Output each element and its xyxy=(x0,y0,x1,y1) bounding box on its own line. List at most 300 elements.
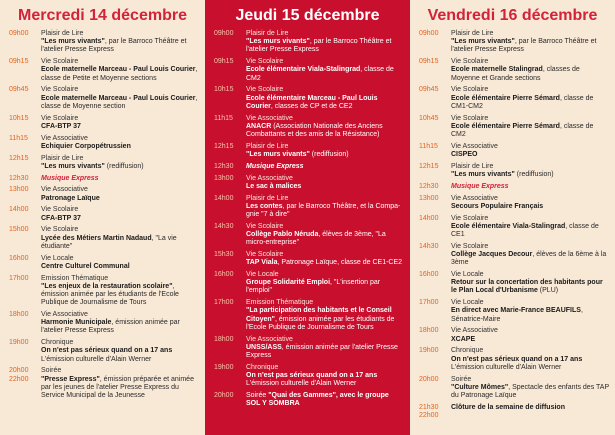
entry-detail: , par le Barroco Théâtre, et la Compa-gnie "7 à dire" xyxy=(246,202,401,219)
entry-description xyxy=(451,123,609,139)
day-column-friday xyxy=(410,0,615,435)
entry-description xyxy=(41,319,199,335)
entry-description xyxy=(246,231,404,247)
schedule-entry xyxy=(419,327,609,343)
entry-category: Vie Scolaire xyxy=(451,58,489,66)
entry-description xyxy=(451,384,609,400)
schedule-entry xyxy=(9,155,199,171)
entry-title: "Les murs vivants" xyxy=(41,38,105,46)
entry-time: 19h00 xyxy=(419,347,439,355)
entry-description xyxy=(246,279,404,295)
entry-description xyxy=(246,123,404,139)
entry-category: Vie Associative xyxy=(451,194,498,202)
entry-title: Clôture de la semaine de diffusion xyxy=(451,403,565,411)
entry-time: 12h30 xyxy=(214,162,234,170)
entry-body xyxy=(41,311,199,336)
schedule-entry xyxy=(214,271,404,296)
entry-description xyxy=(41,376,199,401)
entry-category: Vie Scolaire xyxy=(41,206,79,214)
entry-body xyxy=(246,223,404,248)
entry-title: TAP Viala xyxy=(246,259,278,267)
entry-time: 18h00 xyxy=(419,327,439,335)
entry-time: 09h00 xyxy=(419,30,439,37)
entry-body xyxy=(451,327,609,343)
entry-detail: , par le Barroco Théâtre et l'atelier Presse Express xyxy=(41,38,187,54)
entry-title: Ecole maternelle Marceau - Paul Louis Courier xyxy=(41,66,196,74)
entry-time: 13h00 xyxy=(9,186,29,194)
schedule-entry xyxy=(419,183,609,191)
entry-body xyxy=(451,86,609,111)
entry-description xyxy=(246,372,404,388)
entry-time: 09h45 xyxy=(419,86,439,94)
schedule-entry xyxy=(214,163,404,171)
entry-body xyxy=(451,195,609,211)
schedule-entry xyxy=(9,255,199,271)
entry-body xyxy=(451,347,609,372)
day-title: Jeudi 15 décembre xyxy=(235,7,380,24)
entry-title: "Les murs vivants" xyxy=(451,171,515,179)
schedule-entry xyxy=(214,251,404,267)
entry-category: Musique Express xyxy=(41,174,99,182)
entry-category: Vie Associative xyxy=(41,186,88,194)
entry-detail: (Association Nationale des Anciens Combattants et des amis de la Résistance) xyxy=(246,122,383,139)
entry-category: Vie Associative xyxy=(246,335,293,343)
entry-detail: , émission animée par l'atelier Presse Express xyxy=(41,319,180,335)
entry-description xyxy=(451,171,609,179)
schedule-entry xyxy=(419,143,609,159)
entry-time: 11h15 xyxy=(214,114,233,122)
entry-time: 12h15 xyxy=(9,154,29,162)
entry-title: "Les murs vivants" xyxy=(246,151,310,159)
entry-category: Vie Scolaire xyxy=(451,242,489,250)
entry-detail: , Patronage Laïque, classe de CE1-CE2 xyxy=(277,259,403,267)
entry-category: Soirée xyxy=(41,367,62,375)
entry-time: 19h00 xyxy=(9,339,29,347)
entry-title: Ecole élémentaire Pierre Sémard xyxy=(451,94,560,102)
entry-description xyxy=(246,307,404,332)
schedule-entry xyxy=(214,143,404,159)
entry-title: "Les murs vivants" xyxy=(41,162,105,170)
entry-detail: , élèves de 3ème, "La micro-entreprise" xyxy=(246,231,386,247)
entry-category: Plaisir de Lire xyxy=(246,30,289,37)
entry-time: 20h00 xyxy=(214,392,234,400)
entry-title: Collège Jacques Decour xyxy=(451,251,533,259)
schedule-entry xyxy=(9,186,199,202)
schedule-entry xyxy=(9,30,199,55)
entry-body xyxy=(451,58,609,83)
schedule-entry xyxy=(214,115,404,140)
entry-category: Vie Associative xyxy=(41,134,88,142)
entry-time: 14h30 xyxy=(214,222,234,230)
entry-time: 12h30 xyxy=(419,182,439,190)
entry-detail: , "L'insertion par l'emploi" xyxy=(246,279,381,295)
entry-time: 21h30 22h00 xyxy=(419,403,439,420)
entry-time: 18h00 xyxy=(9,311,29,319)
entry-time: 15h30 xyxy=(214,251,234,259)
schedule-entry xyxy=(9,175,199,183)
entry-body xyxy=(246,271,404,296)
entry-body xyxy=(451,30,609,55)
entry-description xyxy=(246,344,404,360)
entry-time: 11h15 xyxy=(9,134,28,142)
entry-time: 14h00 xyxy=(419,214,439,222)
entry-category: Chronique xyxy=(451,347,484,355)
entry-title: On n'est pas sérieux quand on a 17 ans xyxy=(246,372,378,380)
schedule-entry xyxy=(419,347,609,372)
entry-body xyxy=(246,30,404,55)
entry-time: 17h00 xyxy=(214,299,234,307)
entry-description xyxy=(41,123,199,131)
entry-description xyxy=(41,195,199,203)
entry-title: On n'est pas sérieux quand on a 17 ans xyxy=(41,347,173,355)
entry-body xyxy=(246,195,404,220)
entry-body xyxy=(246,299,404,332)
schedule-entry xyxy=(9,226,199,251)
entry-title: CISPEO xyxy=(451,151,478,159)
entry-title: CFA-BTP 37 xyxy=(41,214,81,222)
entry-detail: , émission préparée et animée par les jeunes de l'atelier Presse Express du Service Municipal de la Jeunesse xyxy=(41,375,194,400)
entry-category: Vie Associative xyxy=(246,114,293,122)
entry-detail: , émission animée par l'atelier Presse Express xyxy=(246,343,398,360)
entry-title: XCAPE xyxy=(451,335,476,343)
entry-description xyxy=(451,356,609,372)
entry-detail: , émission animée par les étudiants de l'Ecole Publique de Journalisme de Tours xyxy=(246,315,395,331)
schedule-entry xyxy=(419,86,609,111)
schedule-entry xyxy=(419,163,609,179)
entry-title: "Les murs vivants" xyxy=(246,38,310,46)
entry-body xyxy=(41,155,199,171)
entry-body xyxy=(451,404,609,420)
entry-time: 20h00 xyxy=(419,375,439,383)
entry-time: 11h15 xyxy=(419,142,438,150)
entry-time: 14h00 xyxy=(214,194,234,202)
schedule-entry xyxy=(214,299,404,332)
day-title: Vendredi 16 décembre xyxy=(427,7,598,24)
entry-time: 12h15 xyxy=(419,162,439,170)
entry-description xyxy=(41,66,199,82)
entry-category: Plaisir de Lire xyxy=(246,142,289,150)
entry-title: Ecole maternelle Marceau - Paul Louis Courier xyxy=(41,94,196,102)
schedule-entry xyxy=(214,392,404,408)
entry-body xyxy=(451,143,609,159)
entry-category: Vie Scolaire xyxy=(246,58,284,66)
entry-category: Soirée xyxy=(451,375,472,383)
entry-body xyxy=(41,206,199,222)
entry-time: 12h30 xyxy=(9,174,29,182)
schedule-list xyxy=(410,30,615,420)
schedule-entry xyxy=(419,271,609,296)
entry-category: Vie Locale xyxy=(451,299,484,307)
entry-title: Les contes xyxy=(246,202,283,210)
entry-description xyxy=(246,38,404,54)
entry-body xyxy=(451,183,609,191)
entry-time: 09h00 xyxy=(214,30,234,37)
entry-time: 12h15 xyxy=(214,142,234,150)
entry-category: Vie Scolaire xyxy=(451,214,489,222)
entry-detail: , émission animée par les étudiants de l'Ecole Publique de Journalisme de Tours xyxy=(41,282,179,307)
entry-detail: (rediffusion) xyxy=(514,171,554,179)
entry-title: "Culture Mômes" xyxy=(451,383,509,391)
entry-detail: , classe de CM2 xyxy=(246,66,394,82)
entry-body xyxy=(246,115,404,140)
entry-time: 14h00 xyxy=(9,206,29,214)
entry-detail: , par le Barroco Théâtre et l'atelier Presse Express xyxy=(246,38,392,54)
schedule-entry xyxy=(9,367,199,400)
entry-detail: , élèves de la 6ème à la 3ème xyxy=(451,251,607,267)
schedule-entry xyxy=(9,206,199,222)
entry-detail: , classe de CM1-CM2 xyxy=(451,94,594,110)
entry-body xyxy=(246,175,404,191)
entry-title: Collège Pablo Néruda xyxy=(246,231,319,239)
entry-category: Vie Scolaire xyxy=(246,222,284,230)
schedule-entry xyxy=(9,339,199,364)
entry-time: 13h00 xyxy=(214,174,234,182)
entry-title: Ecole élémentaire Marceau - Paul Louis Courier xyxy=(246,94,378,110)
entry-detail: , classe de Petite et Moyenne sections xyxy=(41,66,198,82)
entry-title: UNSS/ASS xyxy=(246,343,282,351)
entry-body xyxy=(41,186,199,202)
entry-category: Vie Scolaire xyxy=(246,251,284,259)
entry-category: Vie Scolaire xyxy=(246,86,284,94)
entry-time: 09h15 xyxy=(9,58,29,66)
entry-time: 17h00 xyxy=(419,299,439,307)
entry-description xyxy=(41,215,199,223)
schedule-entry xyxy=(214,223,404,248)
entry-description xyxy=(246,392,404,408)
entry-body xyxy=(41,255,199,271)
entry-time: 19h00 xyxy=(214,363,234,371)
entry-description xyxy=(41,38,199,54)
entry-time: 09h00 xyxy=(9,30,29,37)
entry-body xyxy=(41,175,199,183)
entry-description xyxy=(451,307,609,323)
entry-time: 17h00 xyxy=(9,274,29,282)
schedule-entry xyxy=(214,175,404,191)
entry-category: Vie Locale xyxy=(451,271,484,279)
entry-category: Plaisir de Lire xyxy=(246,194,289,202)
entry-description xyxy=(246,66,404,82)
entry-description xyxy=(41,347,199,363)
entry-category: Plaisir de Lire xyxy=(451,30,494,37)
schedule-entry xyxy=(419,243,609,268)
schedule-entry xyxy=(419,376,609,401)
entry-description xyxy=(246,259,404,267)
schedule-entry xyxy=(419,404,609,420)
entry-body xyxy=(451,376,609,401)
entry-body xyxy=(41,367,199,400)
entry-category: Musique Express xyxy=(246,162,304,170)
entry-category: Plaisir de Lire xyxy=(41,154,84,162)
entry-body xyxy=(41,58,199,83)
entry-description xyxy=(451,251,609,267)
entry-body xyxy=(246,58,404,83)
schedule-entry xyxy=(419,30,609,55)
schedule-entry xyxy=(214,86,404,111)
entry-description xyxy=(451,223,609,239)
entry-description xyxy=(451,66,609,82)
schedule-entry xyxy=(214,364,404,389)
entry-category-inline: Soirée xyxy=(246,392,269,400)
schedule-entry xyxy=(9,115,199,131)
entry-title: Harmonie Municipale xyxy=(41,319,112,327)
entry-title: "Presse Express" xyxy=(41,375,100,383)
schedule-entry xyxy=(9,86,199,111)
entry-description xyxy=(451,151,609,159)
entry-detail: , "La vie étudiante" xyxy=(41,234,177,250)
entry-category: Vie Locale xyxy=(41,254,74,262)
entry-body xyxy=(451,115,609,140)
entry-description xyxy=(246,151,404,159)
entry-body xyxy=(41,226,199,251)
entry-category: Vie Scolaire xyxy=(41,58,79,66)
entry-category: Vie Locale xyxy=(246,271,279,279)
schedule-list xyxy=(0,30,205,400)
schedule-entry xyxy=(9,311,199,336)
entry-time: 20h00 22h00 xyxy=(9,367,29,383)
entry-description xyxy=(41,95,199,111)
entry-time: 13h00 xyxy=(419,194,439,202)
entry-title: "La participation des habitants et le Conseil Citoyen" xyxy=(246,307,392,323)
entry-time: 10h45 xyxy=(419,114,439,122)
entry-category: Vie Scolaire xyxy=(41,86,79,94)
entry-title: Echiquier Corpopétrussien xyxy=(41,142,131,150)
entry-detail: , classes de Moyenne et Grande sections xyxy=(451,66,580,82)
entry-description xyxy=(451,279,609,295)
entry-category: Plaisir de Lire xyxy=(451,162,494,170)
schedule-entry xyxy=(214,336,404,361)
entry-title: Ecole maternelle Stalingrad xyxy=(451,66,543,74)
schedule-entry xyxy=(214,58,404,83)
day-column-thursday xyxy=(205,0,410,435)
entry-category: Chronique xyxy=(246,363,279,371)
entry-detail: , classe de CE1 xyxy=(451,222,599,239)
entry-category: Vie Scolaire xyxy=(451,86,489,94)
entry-title: Ecole élémentaire Pierre Sémard xyxy=(451,122,560,130)
entry-body xyxy=(451,215,609,240)
day-column-wednesday xyxy=(0,0,205,435)
entry-time: 18h00 xyxy=(214,335,234,343)
entry-time: 09h15 xyxy=(419,58,439,66)
entry-body xyxy=(451,163,609,179)
entry-title: "Les enjeux de la restauration scolaire" xyxy=(41,282,173,290)
entry-title: Le sac à malices xyxy=(246,182,302,190)
entry-description xyxy=(451,404,609,412)
entry-description xyxy=(451,336,609,344)
entry-body xyxy=(41,275,199,308)
entry-description xyxy=(41,235,199,251)
entry-body xyxy=(246,364,404,389)
entry-body xyxy=(451,271,609,296)
entry-detail: , Spectacle des enfants des TAP du Patronage Laïque xyxy=(451,383,609,400)
entry-category: Vie Associative xyxy=(246,174,293,182)
entry-time: 14h30 xyxy=(419,242,439,250)
schedule-entry xyxy=(9,135,199,151)
schedule-entry xyxy=(9,58,199,83)
schedule-entry xyxy=(419,195,609,211)
entry-title: CFA-BTP 37 xyxy=(41,122,81,130)
entry-title: Secours Populaire Français xyxy=(451,202,544,210)
entry-body xyxy=(41,135,199,151)
entry-body xyxy=(41,339,199,364)
entry-body xyxy=(246,143,404,159)
entry-category: Vie Scolaire xyxy=(41,226,79,234)
schedule-entry xyxy=(419,58,609,83)
entry-time: 16h00 xyxy=(9,254,29,262)
entry-detail: (rediffusion) xyxy=(309,151,349,159)
entry-category: Emission Thématique xyxy=(246,299,314,307)
entry-body xyxy=(246,251,404,267)
entry-title: Lycée des Métiers Martin Nadaud xyxy=(41,234,152,242)
schedule-entry xyxy=(419,115,609,140)
entry-body xyxy=(41,86,199,111)
entry-detail: L'émission culturelle d'Alain Werner xyxy=(451,363,562,371)
entry-description xyxy=(246,95,404,111)
schedule-list xyxy=(205,30,410,408)
entry-time: 16h00 xyxy=(214,271,234,279)
entry-time: 09h45 xyxy=(9,86,29,94)
entry-detail: , Sénatrice-Maire xyxy=(451,307,583,323)
entry-category: Musique Express xyxy=(451,182,509,190)
entry-category: Chronique xyxy=(41,339,74,347)
entry-title: Ecole élémentaire Viala-Stalingrad xyxy=(246,66,361,74)
entry-description xyxy=(41,283,199,308)
entry-detail: , par le Barroco Théâtre et l'atelier Presse Express xyxy=(451,38,597,54)
day-title: Mercredi 14 décembre xyxy=(18,7,187,24)
entry-category: Vie Associative xyxy=(41,311,88,319)
entry-time: 15h00 xyxy=(9,226,29,234)
entry-category: Vie Associative xyxy=(451,142,498,150)
entry-title: Patronage Laïque xyxy=(41,194,100,202)
schedule-entry xyxy=(9,275,199,308)
entry-description xyxy=(246,183,404,191)
entry-title: ANACR xyxy=(246,122,272,130)
entry-description xyxy=(451,38,609,54)
entry-title: Ecole élémentaire Viala-Stalingrad xyxy=(451,222,566,230)
entry-detail: , classes de CP et de CE2 xyxy=(270,102,353,110)
entry-body xyxy=(246,86,404,111)
entry-body xyxy=(246,163,404,171)
entry-description xyxy=(246,203,404,219)
entry-time: 10h15 xyxy=(9,114,29,122)
entry-time: 10h15 xyxy=(214,86,234,94)
entry-body xyxy=(41,30,199,55)
entry-title: "Quai des Gammes", avec le groupe SOL Y SOMBRA xyxy=(246,392,389,408)
schedule-entry xyxy=(214,195,404,220)
entry-body xyxy=(246,336,404,361)
entry-description xyxy=(451,203,609,211)
entry-title: On n'est pas sérieux quand on a 17 ans xyxy=(451,355,583,363)
entry-description xyxy=(451,95,609,111)
entry-time: 09h15 xyxy=(214,58,234,66)
entry-title: Retour sur la concertation des habitants pour le Plan Local d'Urbanisme xyxy=(451,279,603,295)
entry-body xyxy=(41,115,199,131)
entry-category: Emission Thématique xyxy=(41,274,109,282)
entry-detail: , classe de Moyenne section xyxy=(41,94,198,110)
entry-detail: L'émission culturelle d'Alain Werner xyxy=(41,355,152,363)
entry-description xyxy=(41,263,199,271)
entry-category: Vie Scolaire xyxy=(41,114,79,122)
entry-title: "Les murs vivants" xyxy=(451,38,515,46)
entry-body xyxy=(246,392,404,408)
entry-title: Groupe Solidarité Emploi xyxy=(246,279,331,287)
schedule-entry xyxy=(214,30,404,55)
entry-detail: L'émission culturelle d'Alain Werner xyxy=(246,380,357,388)
entry-body xyxy=(451,299,609,324)
entry-time: 16h00 xyxy=(419,271,439,279)
entry-category: Plaisir de Lire xyxy=(41,30,84,37)
entry-detail: (PLU) xyxy=(537,287,559,295)
entry-description xyxy=(41,163,199,171)
